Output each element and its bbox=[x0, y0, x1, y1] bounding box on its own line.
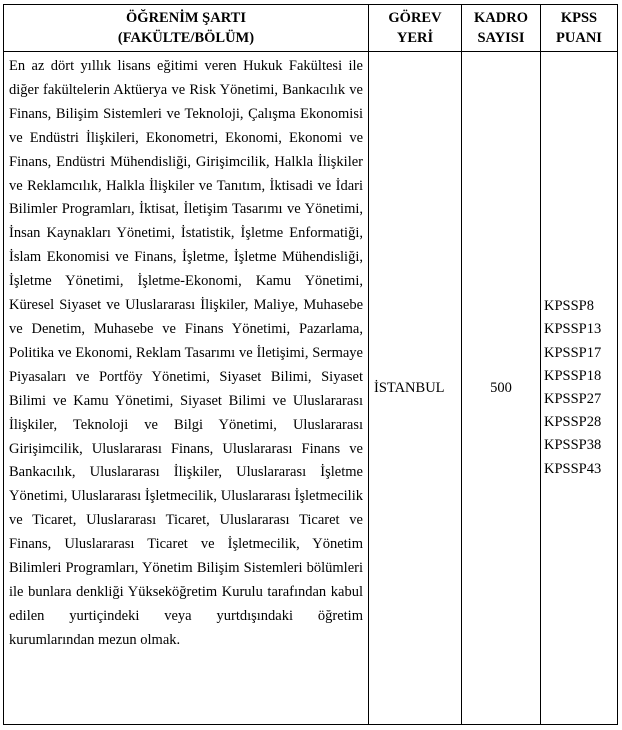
duty-location-cell: İSTANBUL bbox=[369, 52, 462, 725]
header-kpss bbox=[541, 5, 618, 52]
kpss-score-item: KPSSP13 bbox=[544, 321, 602, 338]
requirements-table bbox=[3, 4, 618, 725]
header-kpss-line-2: PUANI bbox=[556, 30, 602, 46]
header-location-line-2: YERİ bbox=[396, 30, 434, 46]
header-location-line-1: GÖREV bbox=[388, 10, 442, 26]
header-kadro bbox=[462, 5, 541, 52]
table-row bbox=[4, 52, 618, 725]
kpss-score-item: KPSSP18 bbox=[544, 367, 602, 384]
header-kadro-line-2: SAYISI bbox=[477, 30, 525, 46]
header-condition bbox=[4, 5, 369, 52]
kpss-score-item: KPSSP43 bbox=[544, 460, 602, 477]
kpss-score-item: KPSSP38 bbox=[544, 437, 602, 454]
kadro-count-cell: 500 bbox=[462, 52, 541, 725]
header-condition-line-2: (FAKÜLTE/BÖLÜM) bbox=[117, 30, 255, 46]
kpss-score-cell bbox=[541, 52, 618, 725]
header-location bbox=[369, 5, 462, 52]
kpss-score-item: KPSSP17 bbox=[544, 344, 602, 361]
header-condition-line-1: ÖĞRENİM ŞARTI bbox=[126, 10, 246, 26]
header-row bbox=[4, 5, 618, 52]
kpss-score-item: KPSSP27 bbox=[544, 391, 602, 407]
education-requirement-cell: En az dört yıllık lisans eğitimi veren Hukuk Fakültesi ile diğer fakültelerin Aktüerya ve Risk Yönetimi, Bankacılık ve Finans, Bilişim Sistemleri ve Teknoloji, Çalışma Ekonomisi ve Endüstri İlişkileri, Ekonometri, Ekonomi, Ekonomi ve Finans, Endüstri Mühendisliği, Girişimcilik, Halkla İlişkiler ve Reklamcılık, Halkla İlişkiler ve Tanıtım, İktisadi ve İdari Bilimler Programları, İktisat, İletişim Tasarımı ve Yönetimi, İnsan Kaynakları Yönetimi, İstatistik, İşletme Enformatiği, İslam Ekonomisi ve Finans, İşletme, İşletme Mühendisliği, İşletme Yönetimi, İşletme-Ekonomi, Kamu Yönetimi, Küresel Siyaset ve Uluslararası İlişkiler, Maliye, Muhasebe ve Denetim, Muhasebe ve Finans Yönetimi, Pazarlama, Politika ve Ekonomi, Reklam Tasarımı ve İletişimi, Sermaye Piyasaları ve Portföy Yönetimi, Siyaset Bilimi, Siyaset Bilimi ve Kamu Yönetimi, Siyaset Bilimi ve Uluslararası İlişkiler, Teknoloji ve Bilgi Yönetimi, Uluslararası Girişimcilik, Uluslararası Finans, Uluslararası Finans ve Bankacılık, Uluslararası İlişkiler, Uluslararası İşletme Yönetimi, Uluslararası İşletmecilik, Uluslararası İşletmecilik ve Ticaret, Uluslararası Ticaret, Uluslararası Ticaret ve Finans, Uluslararası Ticaret ve İşletmecilik, Yönetim Bilimleri Programları, Yönetim Bilişim Sistemleri bölümleri ile bunlara denkliği Yükseköğretim Kurulu tarafından kabul edilen yurtiçindeki veya yurtdışındaki öğretim kurumlarından mezun olmak. bbox=[4, 52, 369, 725]
header-kadro-line-1: KADRO bbox=[474, 10, 528, 26]
header-kpss-line-1: KPSS bbox=[560, 10, 598, 26]
kpss-score-item: KPSSP8 bbox=[544, 298, 594, 315]
kpss-score-item: KPSSP28 bbox=[544, 414, 602, 431]
